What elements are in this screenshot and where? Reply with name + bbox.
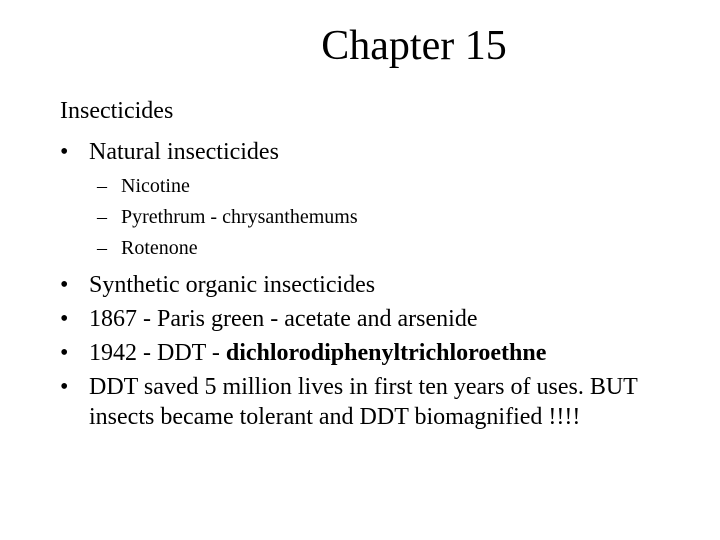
sub-bullet-item: [97, 233, 358, 264]
bullet-text: Natural insecticides: [89, 139, 279, 165]
bullet-icon: •: [60, 340, 69, 366]
bullet-item: [60, 372, 700, 432]
bullet-icon: •: [60, 272, 69, 298]
sub-bullet-text: Pyrethrum - chrysanthemums: [121, 206, 358, 228]
bullet-text-bold: dichlorodiphenyltrichloroethne: [225, 340, 547, 366]
sub-bullet-item: [97, 202, 358, 233]
bullet-icon: •: [60, 139, 69, 165]
sub-bullet-text: Nicotine: [121, 175, 190, 197]
sub-bullet-list: [97, 171, 358, 264]
bullet-item: [60, 338, 700, 368]
bullet-icon: •: [60, 374, 69, 400]
bullet-item: [60, 304, 700, 334]
sub-bullet-item: [97, 171, 358, 202]
bullet-icon: •: [60, 306, 69, 332]
bullet-text: Synthetic organic insecticides: [89, 272, 376, 298]
bullet-text-prefix: 1942 - DDT -: [89, 340, 226, 366]
bullet-list-top: [60, 137, 700, 167]
sub-bullet-text: Rotenone: [121, 237, 198, 259]
bullet-text: DDT saved 5 million lives in first ten years of uses. BUT insects became tolerant and DDT biomagnified !!!!: [89, 374, 638, 430]
bullet-item: [60, 137, 700, 167]
dash-icon: –: [97, 237, 107, 259]
bullet-list-bottom: [60, 270, 700, 436]
slide-heading: Insecticides: [60, 98, 174, 124]
bullet-item: [60, 270, 700, 300]
slide-title: Chapter 15: [321, 23, 507, 69]
dash-icon: –: [97, 175, 107, 197]
dash-icon: –: [97, 206, 107, 228]
bullet-text: 1867 - Paris green - acetate and arsenide: [89, 306, 478, 332]
